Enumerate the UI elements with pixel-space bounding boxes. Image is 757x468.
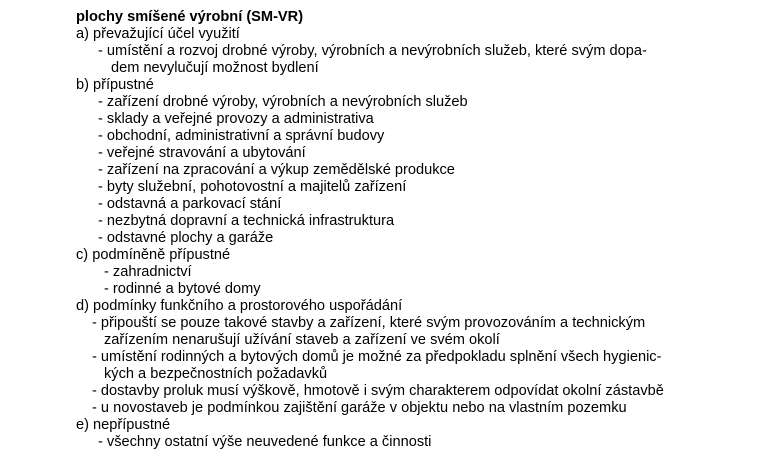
list-item: - nezbytná dopravní a technická infrastruktura bbox=[98, 213, 395, 229]
document-title: plochy smíšené výrobní (SM-VR) bbox=[76, 9, 304, 25]
list-item: - odstavné plochy a garáže bbox=[98, 230, 274, 246]
section-heading-c: c) podmíněně přípustné bbox=[76, 247, 231, 263]
list-item: - byty služební, pohotovostní a majitelů zařízení bbox=[98, 179, 407, 195]
list-item: - všechny ostatní výše neuvedené funkce a činnosti bbox=[98, 434, 432, 450]
list-item-continuation: zařízením nenarušují užívání staveb a zařízení ve svém okolí bbox=[104, 332, 500, 348]
list-item-continuation: dem nevylučují možnost bydlení bbox=[111, 60, 319, 76]
list-item-continuation: kých a bezpečnostních požadavků bbox=[104, 366, 328, 382]
list-item: - obchodní, administrativní a správní budovy bbox=[98, 128, 385, 144]
list-item: - sklady a veřejné provozy a administrativa bbox=[98, 111, 374, 127]
list-item: - připouští se pouze takové stavby a zařízení, které svým provozováním a technickým bbox=[92, 315, 646, 331]
section-heading-a: a) převažující účel využití bbox=[76, 26, 240, 42]
section-heading-d: d) podmínky funkčního a prostorového uspořádání bbox=[76, 298, 403, 314]
list-item: - veřejné stravování a ubytování bbox=[98, 145, 306, 161]
list-item: - u novostaveb je podmínkou zajištění garáže v objektu nebo na vlastním pozemku bbox=[92, 400, 627, 416]
list-item: - zařízení drobné výroby, výrobních a nevýrobních služeb bbox=[98, 94, 468, 110]
list-item: - zařízení na zpracování a výkup zemědělské produkce bbox=[98, 162, 455, 178]
list-item: - umístění a rozvoj drobné výroby, výrobních a nevýrobních služeb, které svým dopa- bbox=[98, 43, 647, 59]
section-heading-b: b) přípustné bbox=[76, 77, 154, 93]
list-item: - umístění rodinných a bytových domů je možné za předpokladu splnění všech hygienic- bbox=[92, 349, 662, 365]
list-item: - zahradnictví bbox=[104, 264, 192, 280]
list-item: - odstavná a parkovací stání bbox=[98, 196, 282, 212]
list-item: - dostavby proluk musí výškově, hmotově i svým charakterem odpovídat okolní zástavbě bbox=[92, 383, 664, 399]
list-item: - rodinné a bytové domy bbox=[104, 281, 261, 297]
section-heading-e: e) nepřípustné bbox=[76, 417, 171, 433]
